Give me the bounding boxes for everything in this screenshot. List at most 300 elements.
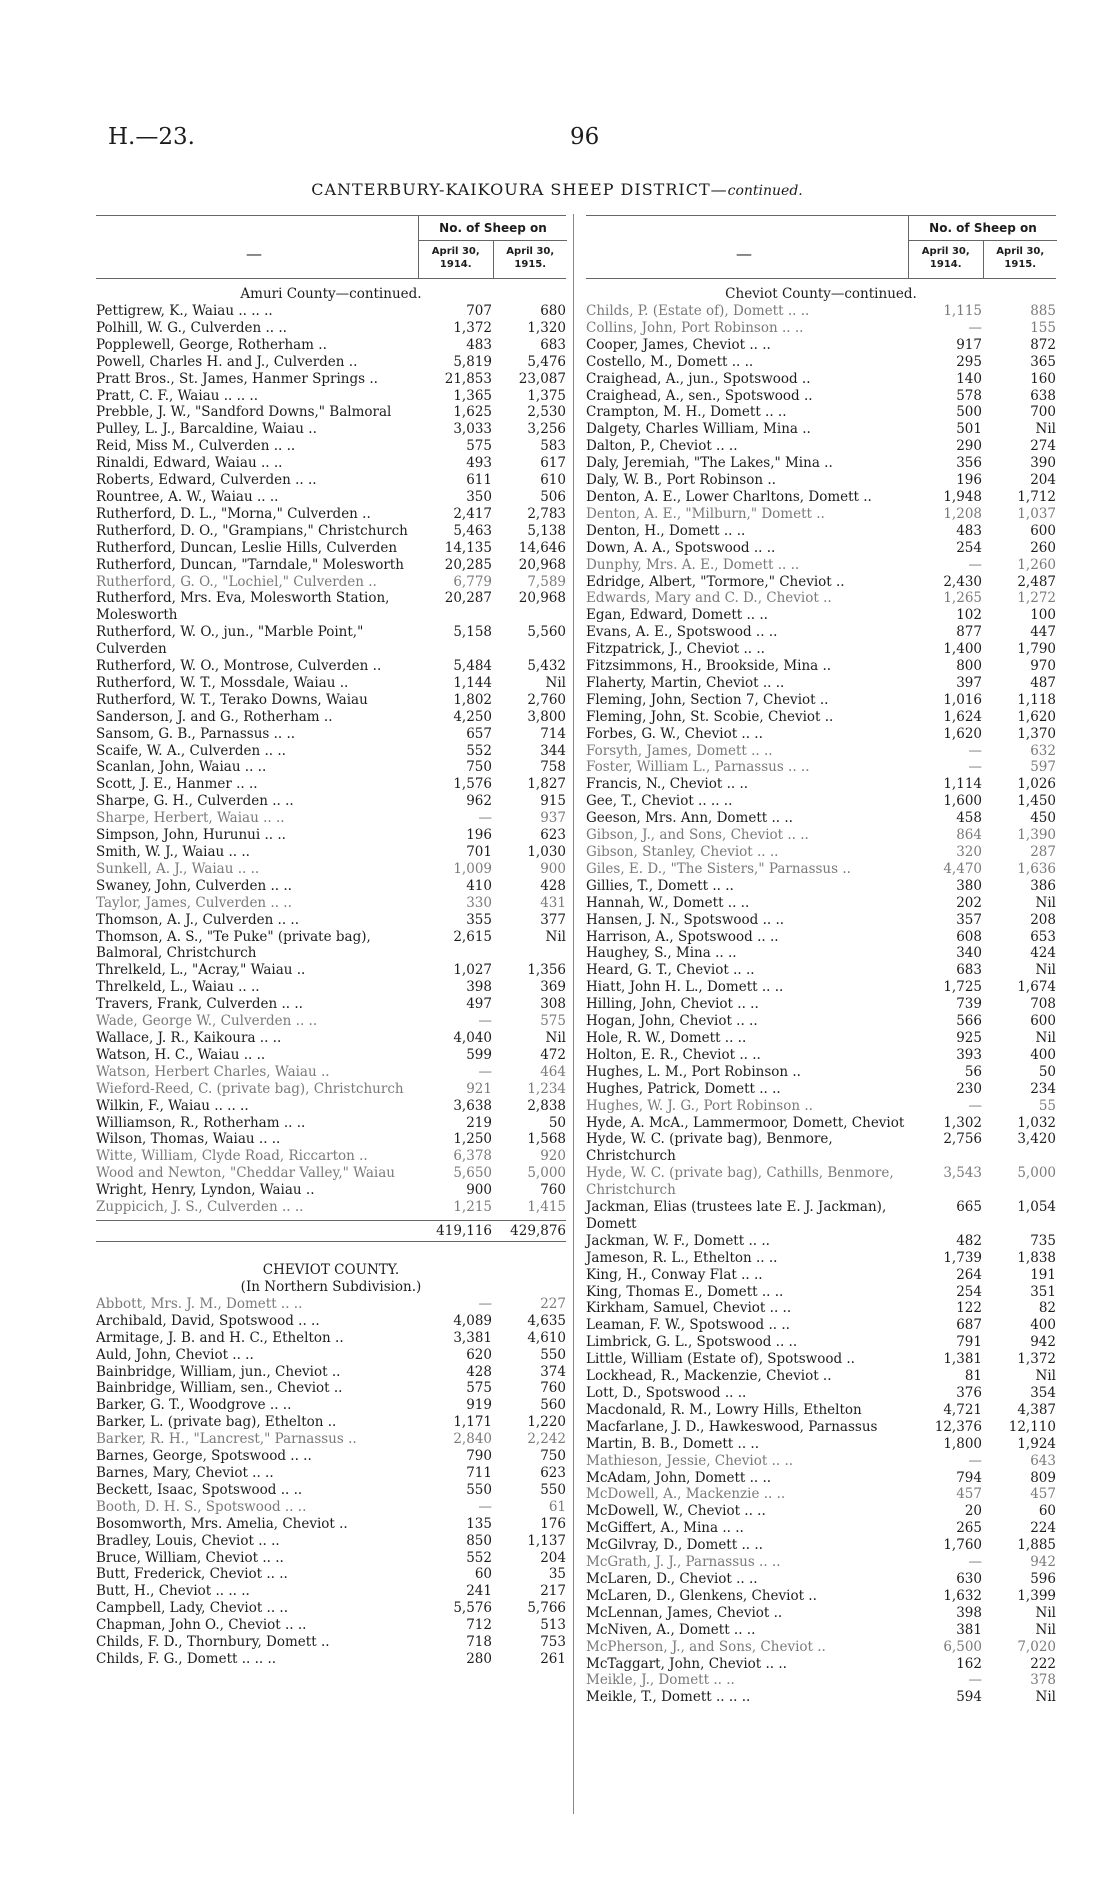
- sheep-1914: 1,215: [453, 1199, 492, 1216]
- table-row: [96, 1533, 566, 1550]
- sheep-1915: 2,760: [527, 691, 566, 708]
- sheep-1914: 864: [956, 827, 982, 844]
- owner-name: Rinaldi, Edward, Waiau .. ..: [96, 455, 283, 472]
- sheep-1915: 1,450: [1017, 793, 1056, 810]
- owner-name: Scanlan, John, Waiau .. ..: [96, 759, 267, 776]
- owner-name: Denton, A. E., Lower Charltons, Domett ..: [586, 488, 872, 505]
- sheep-1915: 23,087: [518, 370, 566, 387]
- sheep-1914: 12,376: [934, 1418, 982, 1435]
- owner-name: Little, William (Estate of), Spotswood ..: [586, 1351, 855, 1368]
- table-row: [96, 557, 566, 574]
- owner-name: Gibson, Stanley, Cheviot .. ..: [586, 844, 779, 860]
- sheep-1915: 204: [1030, 472, 1056, 489]
- owner-name: Sanderson, J. and G., Rotherham ..: [96, 708, 333, 725]
- owner-name: Kirkham, Samuel, Cheviot .. ..: [586, 1300, 792, 1317]
- table-row: [586, 945, 1056, 962]
- table-row: [586, 1486, 1056, 1503]
- sheep-1914: 6,779: [453, 573, 492, 590]
- sheep-1914: 800: [956, 658, 982, 675]
- table-row: [96, 574, 566, 591]
- owner-name: Wright, Henry, Lyndon, Waiau ..: [96, 1182, 315, 1199]
- table-row: [586, 776, 1056, 793]
- owner-name: Sharpe, G. H., Culverden .. ..: [96, 793, 294, 810]
- table-row: [586, 1233, 1056, 1250]
- sheep-1914: 657: [466, 725, 492, 742]
- sheep-1915: 1,118: [1017, 691, 1056, 708]
- sheep-1915: 1,026: [1017, 776, 1056, 793]
- table-row: [96, 996, 566, 1013]
- sheep-1915: 600: [1030, 1013, 1056, 1030]
- sheep-1914: 1,620: [943, 725, 982, 742]
- sheep-1915: 1,272: [1017, 590, 1056, 607]
- owner-name: Barnes, George, Spotswood .. ..: [96, 1448, 312, 1465]
- table-row: [96, 810, 566, 827]
- sheep-1915: 20,968: [518, 556, 566, 573]
- sheep-1914: 1,115: [943, 303, 982, 319]
- table-row: [96, 1098, 566, 1115]
- sheep-1915: 5,432: [527, 658, 566, 675]
- table-row: [96, 1313, 566, 1330]
- table-row: [96, 540, 566, 557]
- table-row: [586, 1689, 1056, 1706]
- sheep-1914: 552: [466, 1549, 492, 1566]
- sheep-1915: 378: [1030, 1672, 1056, 1689]
- table-row: [586, 726, 1056, 743]
- owner-name: Forbes, G. W., Cheviot .. ..: [586, 725, 763, 742]
- sheep-1914: 1,009: [453, 860, 492, 877]
- owner-name: Pulley, L. J., Barcaldine, Waiau ..: [96, 421, 317, 438]
- sheep-1915: Nil: [1035, 1604, 1056, 1621]
- sheep-1915: 885: [1030, 303, 1056, 319]
- table-row: [96, 675, 566, 692]
- sheep-1915: Nil: [545, 928, 566, 945]
- table-row: [586, 607, 1056, 624]
- table-row: [96, 658, 566, 675]
- table-row: [96, 1651, 566, 1668]
- sheep-1914: 4,089: [453, 1312, 492, 1329]
- sheep-1915: 970: [1030, 658, 1056, 675]
- sheep-1914: 265: [956, 1520, 982, 1537]
- table-row: [586, 404, 1056, 421]
- owner-name: Egan, Edward, Domett .. ..: [586, 607, 768, 624]
- sheep-1914: 1,144: [453, 674, 492, 691]
- table-row: [586, 1030, 1056, 1047]
- sheep-1914: 1,400: [943, 641, 982, 658]
- owner-name: Bainbridge, William, sen., Cheviot ..: [96, 1380, 343, 1397]
- sheep-1915: 14,646: [518, 539, 566, 556]
- owner-name: Meikle, T., Domett .. .. ..: [586, 1689, 751, 1706]
- table-row: [586, 827, 1056, 844]
- sheep-1914: 20,287: [444, 590, 492, 607]
- owner-name: Denton, A. E., "Milburn," Domett ..: [586, 505, 825, 522]
- table-row: [96, 827, 566, 844]
- owner-name: McTaggart, John, Cheviot .. ..: [586, 1655, 787, 1672]
- sheep-1914: 739: [956, 996, 982, 1013]
- sheep-1914: —: [968, 1554, 982, 1571]
- table-row: [586, 759, 1056, 776]
- sheep-1915: 5,138: [527, 522, 566, 539]
- owner-name: Holton, E. R., Cheviot .. ..: [586, 1046, 761, 1063]
- sheep-1915: 915: [540, 793, 566, 810]
- owner-name: Barnes, Mary, Cheviot .. ..: [96, 1465, 274, 1481]
- sheep-1915: 4,610: [527, 1329, 566, 1346]
- owner-name: Butt, Frederick, Cheviot .. ..: [96, 1566, 288, 1583]
- sheep-1914: 482: [956, 1232, 982, 1249]
- sheep-1915: 5,560: [527, 624, 566, 641]
- owner-name: Rutherford, D. L., "Morna," Culverden ..: [96, 505, 371, 522]
- owner-name: Macfarlane, J. D., Hawkeswood, Parnassus: [586, 1418, 878, 1435]
- sheep-1914: 4,721: [943, 1401, 982, 1418]
- sheep-1914: 552: [466, 742, 492, 759]
- sheep-1914: 5,158: [453, 624, 492, 641]
- owner-name: Rutherford, W. O., Montrose, Culverden ..: [96, 658, 382, 675]
- sheep-1914: 458: [956, 810, 982, 827]
- owner-name: Heard, G. T., Cheviot .. ..: [586, 962, 755, 979]
- sheep-1915: Nil: [545, 1029, 566, 1046]
- sheep-1915: 369: [540, 979, 566, 996]
- sheep-1915: Nil: [1035, 962, 1056, 979]
- owner-name: Hannah, W., Domett .. ..: [586, 894, 750, 911]
- sheep-1915: 623: [540, 827, 566, 844]
- sheep-1915: 365: [1030, 353, 1056, 370]
- sheep-1914: 5,576: [453, 1600, 492, 1617]
- sheep-1914: 718: [466, 1634, 492, 1651]
- table-row: [586, 912, 1056, 929]
- table-row: [586, 1081, 1056, 1098]
- table-row: [586, 574, 1056, 591]
- owner-name: Harrison, A., Spotswood .. ..: [586, 928, 779, 945]
- sheep-1915: 550: [540, 1346, 566, 1363]
- sheep-1914: 3,381: [453, 1329, 492, 1346]
- owner-name: Forsyth, James, Domett .. ..: [586, 742, 773, 759]
- sheep-1915: 208: [1030, 911, 1056, 928]
- table-row: [586, 388, 1056, 405]
- sheep-1914: 1,265: [943, 590, 982, 607]
- table-row: [586, 1300, 1056, 1317]
- sheep-1915: 1,924: [1017, 1435, 1056, 1452]
- sheep-1915: 7,589: [527, 573, 566, 590]
- sheep-1914: —: [968, 556, 982, 573]
- table-row: [96, 1296, 566, 1313]
- owner-name: Rutherford, Duncan, "Tarndale," Molesworth: [96, 556, 404, 573]
- table-row: [586, 1588, 1056, 1605]
- sheep-1914: 398: [466, 979, 492, 996]
- owner-name: Fleming, John, Section 7, Cheviot ..: [586, 691, 829, 708]
- owner-name: Wilson, Thomas, Waiau .. ..: [96, 1131, 281, 1148]
- sheep-1915: 431: [540, 894, 566, 911]
- sheep-1914: 1,760: [943, 1537, 982, 1554]
- sheep-1914: 1,027: [453, 962, 492, 979]
- owner-name: Hansen, J. N., Spotswood .. ..: [586, 911, 785, 928]
- table-row: [96, 979, 566, 996]
- table-row: [96, 1182, 566, 1199]
- sheep-1914: 550: [466, 1481, 492, 1498]
- table-row: [586, 624, 1056, 641]
- sheep-1914: 376: [956, 1385, 982, 1401]
- owner-name: Campbell, Lady, Cheviot .. ..: [96, 1600, 288, 1617]
- table-row: [586, 489, 1056, 506]
- sheep-1915: Nil: [1035, 421, 1056, 438]
- sheep-1915: 942: [1030, 1554, 1056, 1571]
- sheep-1915: 1,234: [527, 1080, 566, 1097]
- table-row: [586, 1250, 1056, 1267]
- owner-name: Francis, N., Cheviot .. ..: [586, 776, 749, 793]
- table-row: [586, 743, 1056, 760]
- table-row: [96, 743, 566, 760]
- sheep-1914: —: [968, 319, 982, 336]
- sheep-1915: 472: [540, 1046, 566, 1063]
- table-row: [96, 759, 566, 776]
- sheep-1915: 1,137: [527, 1532, 566, 1549]
- table-row: [96, 1081, 566, 1098]
- sheep-1915: 1,320: [527, 319, 566, 336]
- table-row: [586, 1098, 1056, 1115]
- sheep-1915: 155: [1030, 319, 1056, 336]
- sheep-1915: 447: [1030, 624, 1056, 641]
- sheep-1914: 1,800: [943, 1435, 982, 1452]
- sheep-1915: 50: [548, 1114, 566, 1131]
- header-col-1915: April 30, 1915.: [983, 241, 1058, 278]
- sheep-1915: 12,110: [1008, 1418, 1056, 1435]
- table-row: [96, 303, 566, 320]
- owner-name: Jackman, W. F., Domett .. ..: [586, 1232, 770, 1249]
- sheep-1914: 1,302: [943, 1114, 982, 1131]
- sheep-1914: 254: [956, 539, 982, 556]
- sheep-1915: 1,885: [1017, 1537, 1056, 1554]
- sheep-1914: 2,417: [453, 505, 492, 522]
- owner-name: Rutherford, Duncan, Leslie Hills, Culverden: [96, 539, 398, 556]
- owner-name: Hyde, W. C. (private bag), Cathills, Benmore, Christchurch: [586, 1165, 894, 1199]
- table-row: [586, 675, 1056, 692]
- sheep-1915: 683: [540, 336, 566, 353]
- owner-name: Hyde, W. C. (private bag), Benmore, Christchurch: [586, 1131, 833, 1165]
- sheep-1914: 393: [956, 1046, 982, 1063]
- owner-name: King, H., Conway Flat .. ..: [586, 1266, 763, 1283]
- table-row: [96, 1165, 566, 1182]
- table-row: [96, 1414, 566, 1431]
- sheep-1914: 20,285: [444, 556, 492, 573]
- sheep-1914: 791: [956, 1334, 982, 1351]
- table-row: [586, 996, 1056, 1013]
- table-row: [586, 506, 1056, 523]
- sheep-1914: 566: [956, 1013, 982, 1030]
- owner-name: Edwards, Mary and C. D., Cheviot ..: [586, 590, 832, 607]
- sheep-1914: 4,040: [453, 1029, 492, 1046]
- sheep-1914: 381: [956, 1621, 982, 1638]
- sheep-1915: 1,636: [1017, 860, 1056, 877]
- sheep-1915: 400: [1030, 1046, 1056, 1063]
- table-row: [586, 895, 1056, 912]
- sheep-1914: 196: [956, 472, 982, 489]
- left-column: [96, 215, 566, 1668]
- table-header: [96, 215, 566, 279]
- table-row: [96, 523, 566, 540]
- sheep-1915: 623: [540, 1465, 566, 1481]
- owner-name: McLennan, James, Cheviot ..: [586, 1604, 783, 1621]
- table-row: [586, 1520, 1056, 1537]
- sheep-1915: 176: [540, 1515, 566, 1532]
- sheep-1914: 493: [466, 455, 492, 472]
- sheep-1914: 1,739: [943, 1249, 982, 1266]
- sheep-1914: 102: [956, 607, 982, 624]
- table-row: [96, 895, 566, 912]
- table-row: [586, 557, 1056, 574]
- owner-name: Hughes, W. J. G., Port Robinson ..: [586, 1097, 813, 1114]
- sheep-1915: 217: [540, 1583, 566, 1600]
- header-group-label: No. of Sheep on: [419, 216, 567, 241]
- owner-name: McDowell, A., Mackenzie .. ..: [586, 1486, 786, 1503]
- table-row: [96, 1397, 566, 1414]
- owner-name: Lott, D., Spotswood .. ..: [586, 1385, 747, 1401]
- sheep-count-header: [418, 216, 567, 278]
- sheep-1915: 575: [540, 1013, 566, 1030]
- table-row: [586, 337, 1056, 354]
- header-dash: —: [246, 244, 262, 263]
- sheep-1915: 700: [1030, 404, 1056, 421]
- sheep-1915: 942: [1030, 1334, 1056, 1351]
- owner-name: Wallace, J. R., Kaikoura .. ..: [96, 1029, 282, 1046]
- sheep-1915: 160: [1030, 370, 1056, 387]
- sheep-1915: 4,387: [1017, 1401, 1056, 1418]
- sheep-1914: 162: [956, 1655, 982, 1672]
- table-row: [96, 404, 566, 421]
- sheep-1915: 260: [1030, 539, 1056, 556]
- table-row: [96, 1499, 566, 1516]
- owner-name: McPherson, J., and Sons, Cheviot ..: [586, 1638, 826, 1655]
- sheep-1915: Nil: [545, 674, 566, 691]
- owner-name: Fleming, John, St. Scobie, Cheviot ..: [586, 708, 834, 725]
- owner-name: Wade, George W., Culverden .. ..: [96, 1013, 318, 1030]
- sheep-1915: 377: [540, 911, 566, 928]
- owner-name: Booth, D. H. S., Spotswood .. ..: [96, 1498, 307, 1515]
- sheep-1915: 50: [1038, 1063, 1056, 1080]
- owner-name: Pettigrew, K., Waiau .. .. ..: [96, 303, 273, 319]
- sheep-1915: 234: [1030, 1080, 1056, 1097]
- owner-name: Sunkell, A. J., Waiau .. ..: [96, 860, 260, 877]
- owner-name: Thomson, A. J., Culverden .. ..: [96, 911, 300, 928]
- owner-name: Rutherford, W. O., jun., "Marble Point," Culverden: [96, 624, 364, 658]
- sheep-1914: 1,802: [453, 691, 492, 708]
- owner-name: Pratt Bros., St. James, Hanmer Springs ..: [96, 370, 378, 387]
- owner-name: Daly, W. B., Port Robinson ..: [586, 472, 776, 489]
- sheep-1915: 872: [1030, 336, 1056, 353]
- table-row: [586, 641, 1056, 658]
- sheep-1914: 330: [466, 894, 492, 911]
- owner-name: Scaife, W. A., Culverden .. ..: [96, 742, 286, 759]
- table-row: [586, 1284, 1056, 1301]
- header-col-1915: April 30, 1915.: [493, 241, 568, 278]
- table-row: [586, 1131, 1056, 1165]
- sheep-1914: —: [478, 1013, 492, 1030]
- sheep-1914: 687: [956, 1317, 982, 1334]
- sheep-1914: —: [478, 1498, 492, 1515]
- sheep-1914: 6,500: [943, 1638, 982, 1655]
- table-row: [586, 1554, 1056, 1571]
- sheep-1915: 191: [1030, 1266, 1056, 1283]
- sheep-count-header: [908, 216, 1057, 278]
- table-row: [586, 1419, 1056, 1436]
- sheep-1914: 5,650: [453, 1165, 492, 1182]
- sheep-1915: 550: [540, 1481, 566, 1498]
- table-body: [586, 303, 1056, 1706]
- total-1914: 419,116: [436, 1222, 492, 1239]
- owner-name: Sansom, G. B., Parnassus .. ..: [96, 725, 296, 742]
- table-row: [586, 810, 1056, 827]
- table-row: [96, 861, 566, 878]
- sheep-1914: —: [478, 1063, 492, 1080]
- owner-name: Swaney, John, Culverden .. ..: [96, 877, 292, 894]
- owner-name: Wood and Newton, "Cheddar Valley," Waiau: [96, 1165, 395, 1182]
- sheep-1914: 264: [956, 1266, 982, 1283]
- owner-name: Archibald, David, Spotswood .. ..: [96, 1312, 320, 1329]
- sheep-1915: 487: [1030, 674, 1056, 691]
- owner-name: Bainbridge, William, jun., Cheviot ..: [96, 1363, 341, 1380]
- owner-name: Armitage, J. B. and H. C., Ethelton ..: [96, 1329, 344, 1346]
- sheep-1915: 638: [1030, 387, 1056, 404]
- table-row: [586, 1605, 1056, 1622]
- sheep-1915: 7,020: [1017, 1638, 1056, 1655]
- owner-name: Childs, P. (Estate of), Domett .. ..: [586, 303, 810, 319]
- table-row: [586, 1537, 1056, 1554]
- sheep-1915: 1,032: [1017, 1114, 1056, 1131]
- column-divider: [573, 214, 574, 1814]
- page-title: [0, 180, 1114, 199]
- owner-name: McLaren, D., Glenkens, Cheviot ..: [586, 1587, 817, 1604]
- sheep-1915: 1,054: [1017, 1199, 1056, 1216]
- table-row: [586, 709, 1056, 726]
- sheep-1915: 1,568: [527, 1131, 566, 1148]
- sheep-1915: 1,356: [527, 962, 566, 979]
- sheep-1914: 3,638: [453, 1097, 492, 1114]
- owner-name: Witte, William, Clyde Road, Riccarton ..: [96, 1148, 368, 1165]
- table-row: [586, 354, 1056, 371]
- sheep-1915: 506: [540, 488, 566, 505]
- sheep-1914: 962: [466, 793, 492, 810]
- sheep-1914: 1,016: [943, 691, 982, 708]
- sheep-1915: Nil: [1035, 1029, 1056, 1046]
- table-row: [586, 303, 1056, 320]
- table-row: [96, 337, 566, 354]
- table-row: [586, 1470, 1056, 1487]
- table-row: [586, 1656, 1056, 1673]
- table-row: [96, 489, 566, 506]
- sheep-1915: 61: [548, 1498, 566, 1515]
- sheep-1915: 643: [1030, 1452, 1056, 1469]
- owner-name: Bosomworth, Mrs. Amelia, Cheviot ..: [96, 1515, 348, 1532]
- sheep-1914: 20: [964, 1503, 982, 1520]
- table-row: [96, 1364, 566, 1381]
- table-row: [586, 540, 1056, 557]
- owner-name: Pratt, C. F., Waiau .. .. ..: [96, 387, 259, 404]
- sheep-1914: 122: [956, 1300, 982, 1317]
- table-row: [586, 1385, 1056, 1402]
- owner-name: Jackman, Elias (trustees late E. J. Jackman), Domett: [586, 1199, 887, 1232]
- sheep-1915: 760: [540, 1182, 566, 1199]
- owner-name: Craighead, A., sen., Spotswood ..: [586, 387, 813, 404]
- table-row: [96, 1634, 566, 1651]
- sheep-1914: —: [968, 1097, 982, 1114]
- owner-name: Hughes, Patrick, Domett .. ..: [586, 1080, 781, 1097]
- sheep-1915: 1,399: [1017, 1587, 1056, 1604]
- sheep-1915: 400: [1030, 1317, 1056, 1334]
- sheep-1915: 224: [1030, 1520, 1056, 1537]
- owner-name: Prebble, J. W., "Sandford Downs," Balmoral: [96, 404, 392, 421]
- table-row: [96, 962, 566, 979]
- sheep-1914: 140: [956, 370, 982, 387]
- table-row: [586, 1334, 1056, 1351]
- owner-name: Haughey, S., Mina .. ..: [586, 945, 737, 962]
- owner-name: Mathieson, Jessie, Cheviot .. ..: [586, 1452, 794, 1469]
